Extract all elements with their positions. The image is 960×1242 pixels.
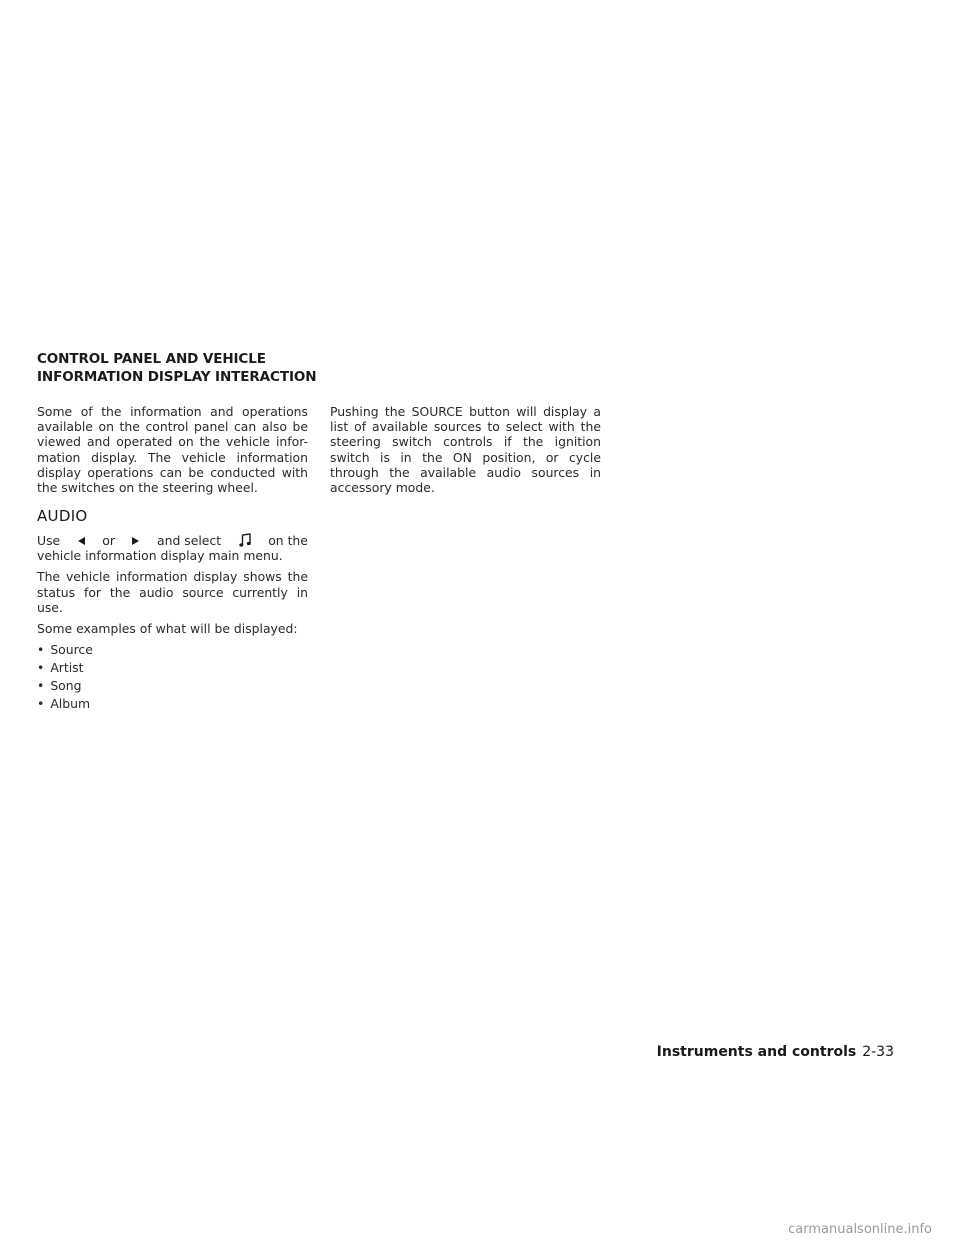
audio-heading: AUDIO — [37, 507, 88, 526]
section-title-line-2: INFORMATION DISPLAY INTERACTION — [37, 369, 317, 385]
use-word: Use — [37, 533, 61, 549]
use-instruction-line — [37, 533, 308, 548]
list-item: • Source — [37, 642, 93, 658]
examples-list — [37, 642, 308, 711]
music-note-icon — [239, 533, 251, 548]
source-paragraph: Pushing the SOURCE button will display a list of available sources to select with the steering switch controls if the ignition switch is in the ON position, or cycle through the available audio sources in accessory mode. — [330, 404, 601, 496]
section-title-line-1: CONTROL PANEL AND VEHICLE — [37, 351, 266, 367]
examples-paragraph: Some examples of what will be displayed: — [37, 621, 298, 637]
left-arrow-icon — [78, 537, 85, 545]
section-title — [37, 350, 337, 386]
watermark: carmanualsonline.info — [788, 1222, 932, 1237]
or-word: or — [102, 533, 115, 549]
on-the-text: on the — [268, 533, 308, 549]
list-item: • Album — [37, 696, 91, 712]
intro-paragraph: Some of the information and operations available on the control panel can also be viewed and operated on the vehicle infor-mation display. The vehicle information display operations can be conducted with the switches on the steering wheel. — [37, 404, 308, 496]
page-number: 2-33 — [862, 1044, 894, 1060]
page-footer — [657, 1044, 894, 1060]
right-arrow-icon — [132, 537, 139, 545]
list-item: • Artist — [37, 660, 84, 676]
right-column — [330, 404, 601, 501]
status-paragraph: The vehicle information display shows the status for the audio source currently in use. — [37, 569, 308, 615]
use-instruction-line-2: vehicle information display main menu. — [37, 548, 283, 564]
list-item: • Song — [37, 678, 82, 694]
and-select-text: and select — [157, 533, 222, 549]
left-column — [37, 404, 308, 714]
footer-section-title: Instruments and controls — [656, 1044, 857, 1060]
